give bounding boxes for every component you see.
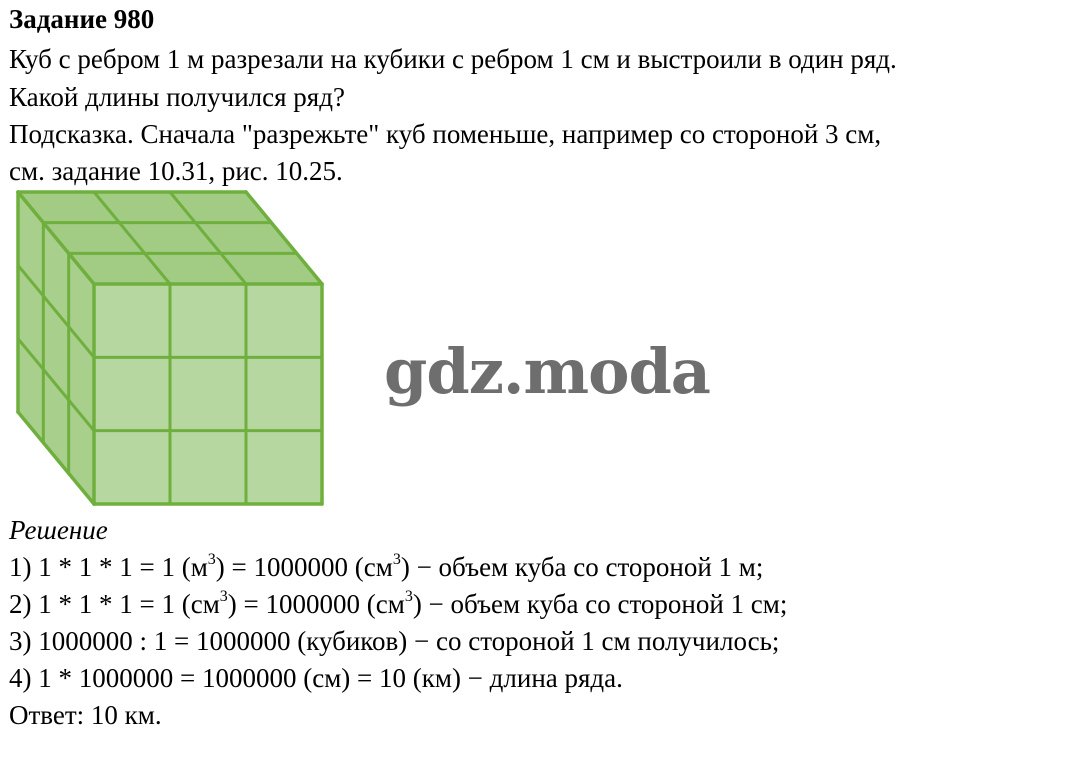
solution-heading: Решение — [9, 515, 108, 545]
solution-step-4: 4) 1 * 1000000 = 1000000 (см) = 10 (км) − длина ряда. — [9, 663, 623, 693]
task-title: Задание 980 — [9, 4, 155, 34]
condition-line-2: Какой длины получился ряд? — [9, 82, 345, 112]
hint-line-2: см. задание 10.31, рис. 10.25. — [9, 156, 343, 186]
hint-line-1: Подсказка. Сначала "разрежьте" куб поменьше, например со стороной 3 см, — [9, 119, 882, 149]
solution-step-2: 2) 1 * 1 * 1 = 1 $(см^3) = 1000000$ $(см^3)$ − объем куба со стороной 1 см; — [9, 588, 788, 619]
answer: Ответ: 10 км. — [9, 700, 162, 730]
watermark: gdz.moda — [384, 335, 710, 408]
solution-step-3: 3) 1000000 : 1 = 1000000 (кубиков) − со стороной 1 см получилось; — [9, 626, 780, 656]
solution-step-1: 1) 1 * 1 * 1 = 1 $(м^3) = 1000000$ $(см^3)$ − объем куба со стороной 1 м; — [9, 551, 764, 582]
condition-line-1: Куб с ребром 1 м разрезали на кубики с ребром 1 см и выстроили в один ряд. — [9, 44, 897, 74]
cube-figure — [14, 190, 332, 506]
cube-front-face — [94, 284, 322, 504]
